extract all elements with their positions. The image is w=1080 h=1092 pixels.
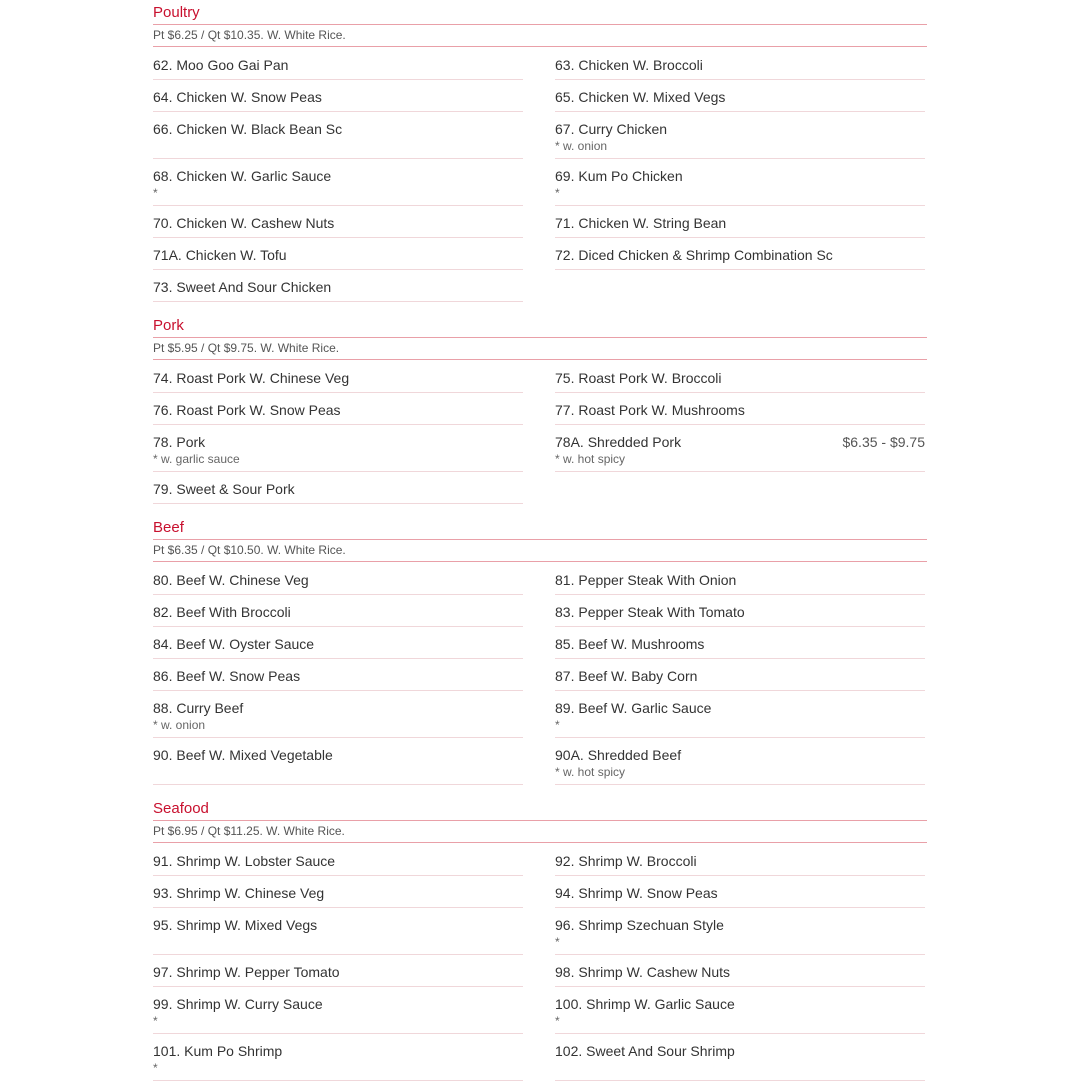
menu-item[interactable] xyxy=(555,56,925,80)
item-name: 74. Roast Pork W. Chinese Veg xyxy=(153,370,350,386)
item-note: * w. garlic sauce xyxy=(153,452,240,466)
item-note: * w. onion xyxy=(555,139,608,153)
item-note: * xyxy=(555,718,560,732)
menu-item[interactable] xyxy=(555,214,925,238)
item-note: * xyxy=(555,935,560,949)
item-name: 90A. Shredded Beef xyxy=(555,747,682,763)
menu-item[interactable] xyxy=(555,571,925,595)
section-title: Seafood xyxy=(153,796,927,821)
section-beef xyxy=(153,515,927,796)
item-name: 78A. Shredded Pork xyxy=(555,434,682,450)
item-name: 96. Shrimp Szechuan Style xyxy=(555,917,724,933)
menu-item[interactable] xyxy=(153,963,523,987)
item-note: * w. onion xyxy=(153,718,206,732)
item-name: 65. Chicken W. Mixed Vegs xyxy=(555,89,726,105)
section-seafood xyxy=(153,796,927,1092)
item-note: * w. hot spicy xyxy=(555,452,626,466)
menu-item[interactable] xyxy=(555,746,925,785)
menu-item[interactable] xyxy=(153,433,523,472)
section-pork xyxy=(153,313,927,515)
section-price-note: Pt $6.25 / Qt $10.35. W. White Rice. xyxy=(153,25,927,47)
menu-item[interactable] xyxy=(153,246,523,270)
menu-item[interactable] xyxy=(153,167,523,206)
section-title: Beef xyxy=(153,515,927,540)
item-name: 69. Kum Po Chicken xyxy=(555,168,683,184)
item-name: 97. Shrimp W. Pepper Tomato xyxy=(153,964,340,980)
menu-item[interactable] xyxy=(153,852,523,876)
menu-item[interactable] xyxy=(153,214,523,238)
item-name: 67. Curry Chicken xyxy=(555,121,668,137)
item-name: 62. Moo Goo Gai Pan xyxy=(153,57,289,73)
menu-item[interactable] xyxy=(153,120,523,159)
menu-item[interactable] xyxy=(153,401,523,425)
item-name: 98. Shrimp W. Cashew Nuts xyxy=(555,964,731,980)
item-name: 86. Beef W. Snow Peas xyxy=(153,668,301,684)
item-name: 100. Shrimp W. Garlic Sauce xyxy=(555,996,735,1012)
menu-list xyxy=(153,0,927,1092)
item-name: 93. Shrimp W. Chinese Veg xyxy=(153,885,325,901)
section-title: Pork xyxy=(153,313,927,338)
item-name: 75. Roast Pork W. Broccoli xyxy=(555,370,722,386)
section-price-note: Pt $5.95 / Qt $9.75. W. White Rice. xyxy=(153,338,927,360)
item-name: 83. Pepper Steak With Tomato xyxy=(555,604,745,620)
section-poultry xyxy=(153,0,927,313)
menu-item[interactable] xyxy=(153,746,523,785)
item-note: * xyxy=(153,1061,158,1075)
item-name: 71. Chicken W. String Bean xyxy=(555,215,727,231)
menu-item[interactable] xyxy=(555,916,925,955)
menu-item[interactable] xyxy=(153,88,523,112)
item-name: 71A. Chicken W. Tofu xyxy=(153,247,287,263)
item-name: 94. Shrimp W. Snow Peas xyxy=(555,885,718,901)
section-price-note: Pt $6.95 / Qt $11.25. W. White Rice. xyxy=(153,821,927,843)
item-note: * xyxy=(555,186,560,200)
item-name: 101. Kum Po Shrimp xyxy=(153,1043,283,1059)
menu-item[interactable] xyxy=(555,120,925,159)
item-note: * w. hot spicy xyxy=(555,765,626,779)
menu-item[interactable] xyxy=(153,369,523,393)
menu-item[interactable] xyxy=(555,369,925,393)
menu-item[interactable] xyxy=(153,667,523,691)
menu-item[interactable] xyxy=(555,852,925,876)
item-name: 88. Curry Beef xyxy=(153,700,244,716)
section-title: Poultry xyxy=(153,0,927,25)
menu-item[interactable] xyxy=(153,884,523,908)
menu-item[interactable] xyxy=(153,480,523,504)
item-name: 95. Shrimp W. Mixed Vegs xyxy=(153,917,318,933)
menu-item[interactable] xyxy=(555,995,925,1034)
menu-item[interactable] xyxy=(555,963,925,987)
item-name: 72. Diced Chicken & Shrimp Combination Sc xyxy=(555,247,833,263)
item-name: 84. Beef W. Oyster Sauce xyxy=(153,636,315,652)
item-name: 81. Pepper Steak With Onion xyxy=(555,572,737,588)
menu-item[interactable] xyxy=(555,699,925,738)
menu-item[interactable] xyxy=(153,278,523,302)
item-name: 77. Roast Pork W. Mushrooms xyxy=(555,402,745,418)
item-name: 82. Beef With Broccoli xyxy=(153,604,291,620)
item-name: 68. Chicken W. Garlic Sauce xyxy=(153,168,332,184)
item-name: 78. Pork xyxy=(153,434,206,450)
menu-item[interactable] xyxy=(555,667,925,691)
item-name: 80. Beef W. Chinese Veg xyxy=(153,572,309,588)
item-name: 64. Chicken W. Snow Peas xyxy=(153,89,322,105)
item-name: 85. Beef W. Mushrooms xyxy=(555,636,705,652)
item-name: 92. Shrimp W. Broccoli xyxy=(555,853,697,869)
menu-item[interactable] xyxy=(153,635,523,659)
item-name: 90. Beef W. Mixed Vegetable xyxy=(153,747,333,763)
item-name: 99. Shrimp W. Curry Sauce xyxy=(153,996,323,1012)
menu-item[interactable] xyxy=(555,1042,925,1081)
item-name: 66. Chicken W. Black Bean Sc xyxy=(153,121,343,137)
menu-item[interactable] xyxy=(555,167,925,206)
menu-item[interactable] xyxy=(555,433,925,472)
menu-item[interactable] xyxy=(153,571,523,595)
item-note: * xyxy=(153,186,158,200)
item-note: * xyxy=(555,1014,560,1028)
item-note: * xyxy=(153,1014,158,1028)
menu-item[interactable] xyxy=(153,1042,523,1081)
item-name: 63. Chicken W. Broccoli xyxy=(555,57,703,73)
menu-item[interactable] xyxy=(555,401,925,425)
item-name: 102. Sweet And Sour Shrimp xyxy=(555,1043,735,1059)
item-name: 79. Sweet & Sour Pork xyxy=(153,481,295,497)
menu-item[interactable] xyxy=(555,88,925,112)
menu-item[interactable] xyxy=(555,246,925,270)
menu-item[interactable] xyxy=(555,884,925,908)
item-price: $6.35 - $9.75 xyxy=(842,434,925,450)
menu-item[interactable] xyxy=(153,916,523,955)
menu-item[interactable] xyxy=(153,699,523,738)
menu-item[interactable] xyxy=(555,635,925,659)
section-price-note: Pt $6.35 / Qt $10.50. W. White Rice. xyxy=(153,540,927,562)
menu-item[interactable] xyxy=(153,995,523,1034)
menu-item[interactable] xyxy=(555,603,925,627)
menu-item[interactable] xyxy=(153,56,523,80)
item-name: 87. Beef W. Baby Corn xyxy=(555,668,698,684)
item-name: 76. Roast Pork W. Snow Peas xyxy=(153,402,341,418)
item-name: 91. Shrimp W. Lobster Sauce xyxy=(153,853,336,869)
item-name: 70. Chicken W. Cashew Nuts xyxy=(153,215,335,231)
item-name: 73. Sweet And Sour Chicken xyxy=(153,279,332,295)
item-name: 89. Beef W. Garlic Sauce xyxy=(555,700,712,716)
menu-item[interactable] xyxy=(153,603,523,627)
